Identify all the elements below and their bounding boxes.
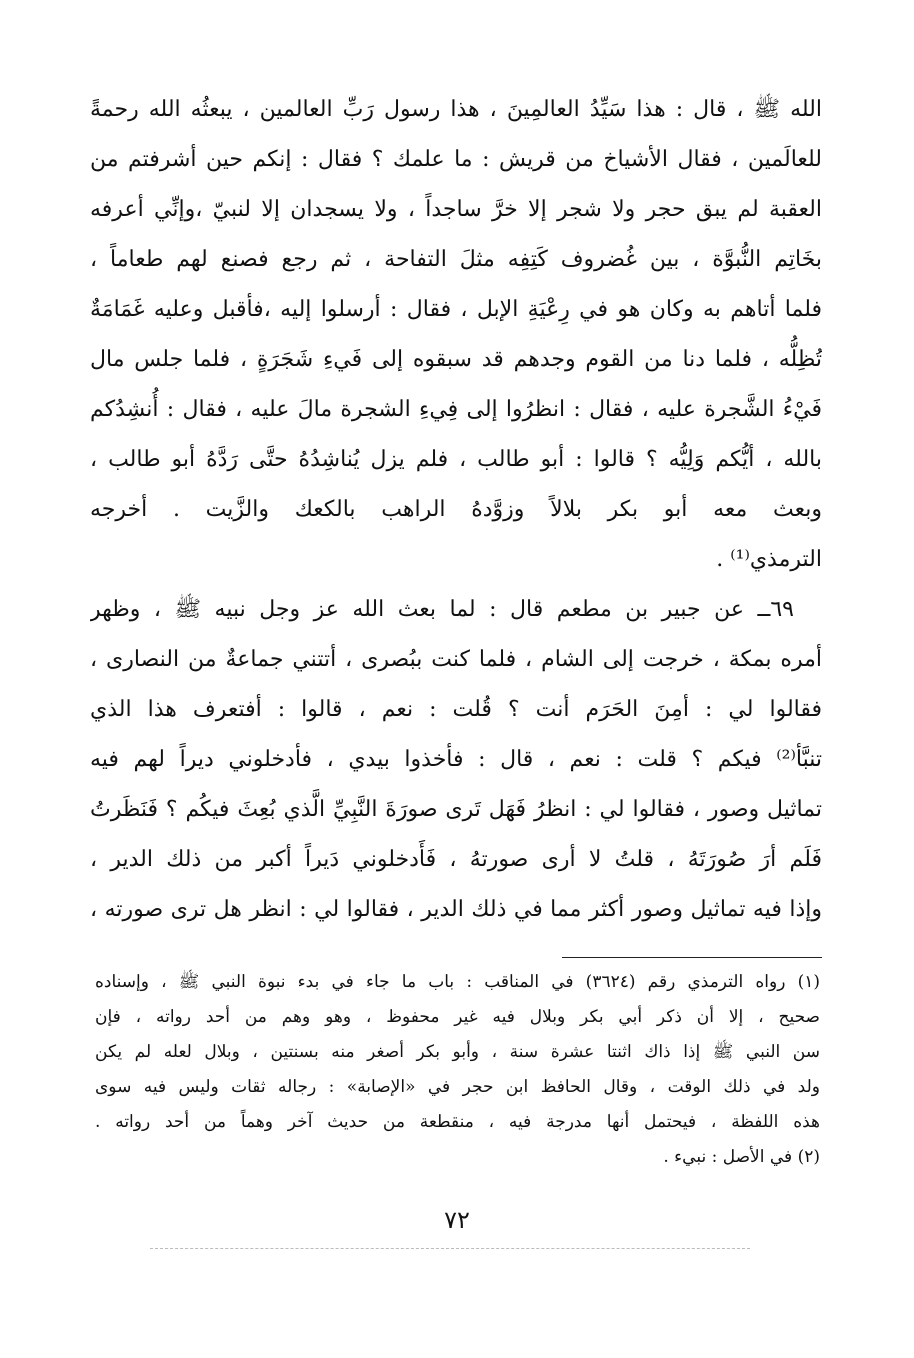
text-line: تماثيل وصور ، فقالوا لي : انظرُ فَهَل تَرى صورَةَ النَّبِيِّ الَّذي بُعِثَ فيكُم ؟ فَنَظَرتُ [90, 797, 822, 822]
footnotes [95, 965, 820, 1175]
text-line: تُظِلُّه ، فلما دنا من القوم وجدهم قد سبقوه إلى فَيءِ شَجَرَةٍ ، فلما جلس مال [90, 347, 822, 372]
footnote-line: صحيح ، إلا أن ذكر أبي بكر وبلال فيه غير محفوظ ، وهو وهم من أحد رواته ، فإن [95, 1007, 820, 1027]
text-line: بالله ، أيُّكم وَلِيُّه ؟ قالوا : أبو طالب ، فلم يزل يُناشِدُهُ حتَّى رَدَّهُ أبو طالب ، [90, 447, 822, 472]
text-line: الله ﷺ ، قال : هذا سَيِّدُ العالمِينَ ، هذا رسول رَبِّ العالمين ، يبعثُه الله رحمةً [90, 97, 822, 122]
footnote-line: (١) رواه الترمذي رقم (٣٦٢٤) في المناقب : باب ما جاء في بدء نبوة النبي ﷺ ، وإسناده [95, 972, 820, 992]
text-line: الترمذي⁽¹⁾ . [716, 547, 822, 572]
text-line: للعالَمين ، فقال الأشياخ من قريش : ما علمك ؟ فقال : إنكم حين أشرفتم من [90, 147, 822, 172]
text-line: فلما أتاهم به وكان هو في رِعْيَةِ الإبل ، فقال : أرسلوا إليه ،فأقبل وعليه غَمَامَةٌ [90, 297, 822, 322]
text-line: فقالوا لي : أمِنَ الحَرَم أنت ؟ قُلت : نعم ، قالوا : أفتعرف هذا الذي [90, 697, 822, 722]
text-line: بخَاتِم النُّبوَّة ، بين غُضروف كَتِفِه مثلَ التفاحة ، ثم رجع فصنع لهم طعاماً ، [90, 247, 822, 272]
footnote-separator [562, 957, 822, 958]
text-line: ٦٩ــ عن جبير بن مطعم قال : لما بعث الله عز وجل نبيه ﷺ ، وظهر [90, 597, 794, 622]
text-line: فَيْءُ الشَّجرة عليه ، فقال : انظرُوا إلى فِيءِ الشجرة مالَ عليه ، فقال : أُنشِدُكم [90, 397, 822, 422]
footnote-line: (٢) في الأصل : نبيء . [663, 1147, 820, 1167]
footnote-line: هذه اللفظة ، فيحتمل أنها مدرجة فيه ، منقطعة من حديث آخر وهماً من أحد رواته . [95, 1112, 820, 1132]
footnote-line: ولد في ذلك الوقت ، وقال الحافظ ابن حجر في «الإصابة» : رجاله ثقات وليس فيه سوى [95, 1077, 820, 1097]
footnote-line: سن النبي ﷺ إذا ذاك اثنتا عشرة سنة ، وأبو بكر أصغر منه بسنتين ، وبلال لعله لم يكن [95, 1042, 820, 1062]
scan-artifact-divider [150, 1248, 750, 1249]
main-paragraph-1 [90, 85, 822, 585]
text-line: فَلَم أرَ صُورَتَهُ ، قلتُ لا أرى صورتهُ ، فَأَدخلوني دَيراً أكبر من ذلك الدير ، [90, 847, 822, 872]
text-line: وبعث معه أبو بكر بلالاً وزوَّدهُ الراهب بالكعك والزَّيت . أخرجه [90, 497, 822, 522]
text-line: العقبة لم يبق حجر ولا شجر إلا خرَّ ساجداً ، ولا يسجدان إلا لنبيّ ،وإنِّي أعرفه [90, 197, 822, 222]
text-line: تنبَّأ⁽²⁾ فيكم ؟ قلت : نعم ، قال : فأخذوا بيدي ، فأدخلوني ديراً لهم فيه [90, 747, 822, 772]
page-number: ٧٢ [444, 1206, 470, 1234]
text-line: أمره بمكة ، خرجت إلى الشام ، فلما كنت ببُصرى ، أتتني جماعةٌ من النصارى ، [90, 647, 822, 672]
text-line: وإذا فيه تماثيل وصور أكثر مما في ذلك الدير ، فقالوا لي : انظر هل ترى صورته ، [90, 897, 822, 922]
main-paragraph-2 [90, 585, 822, 935]
